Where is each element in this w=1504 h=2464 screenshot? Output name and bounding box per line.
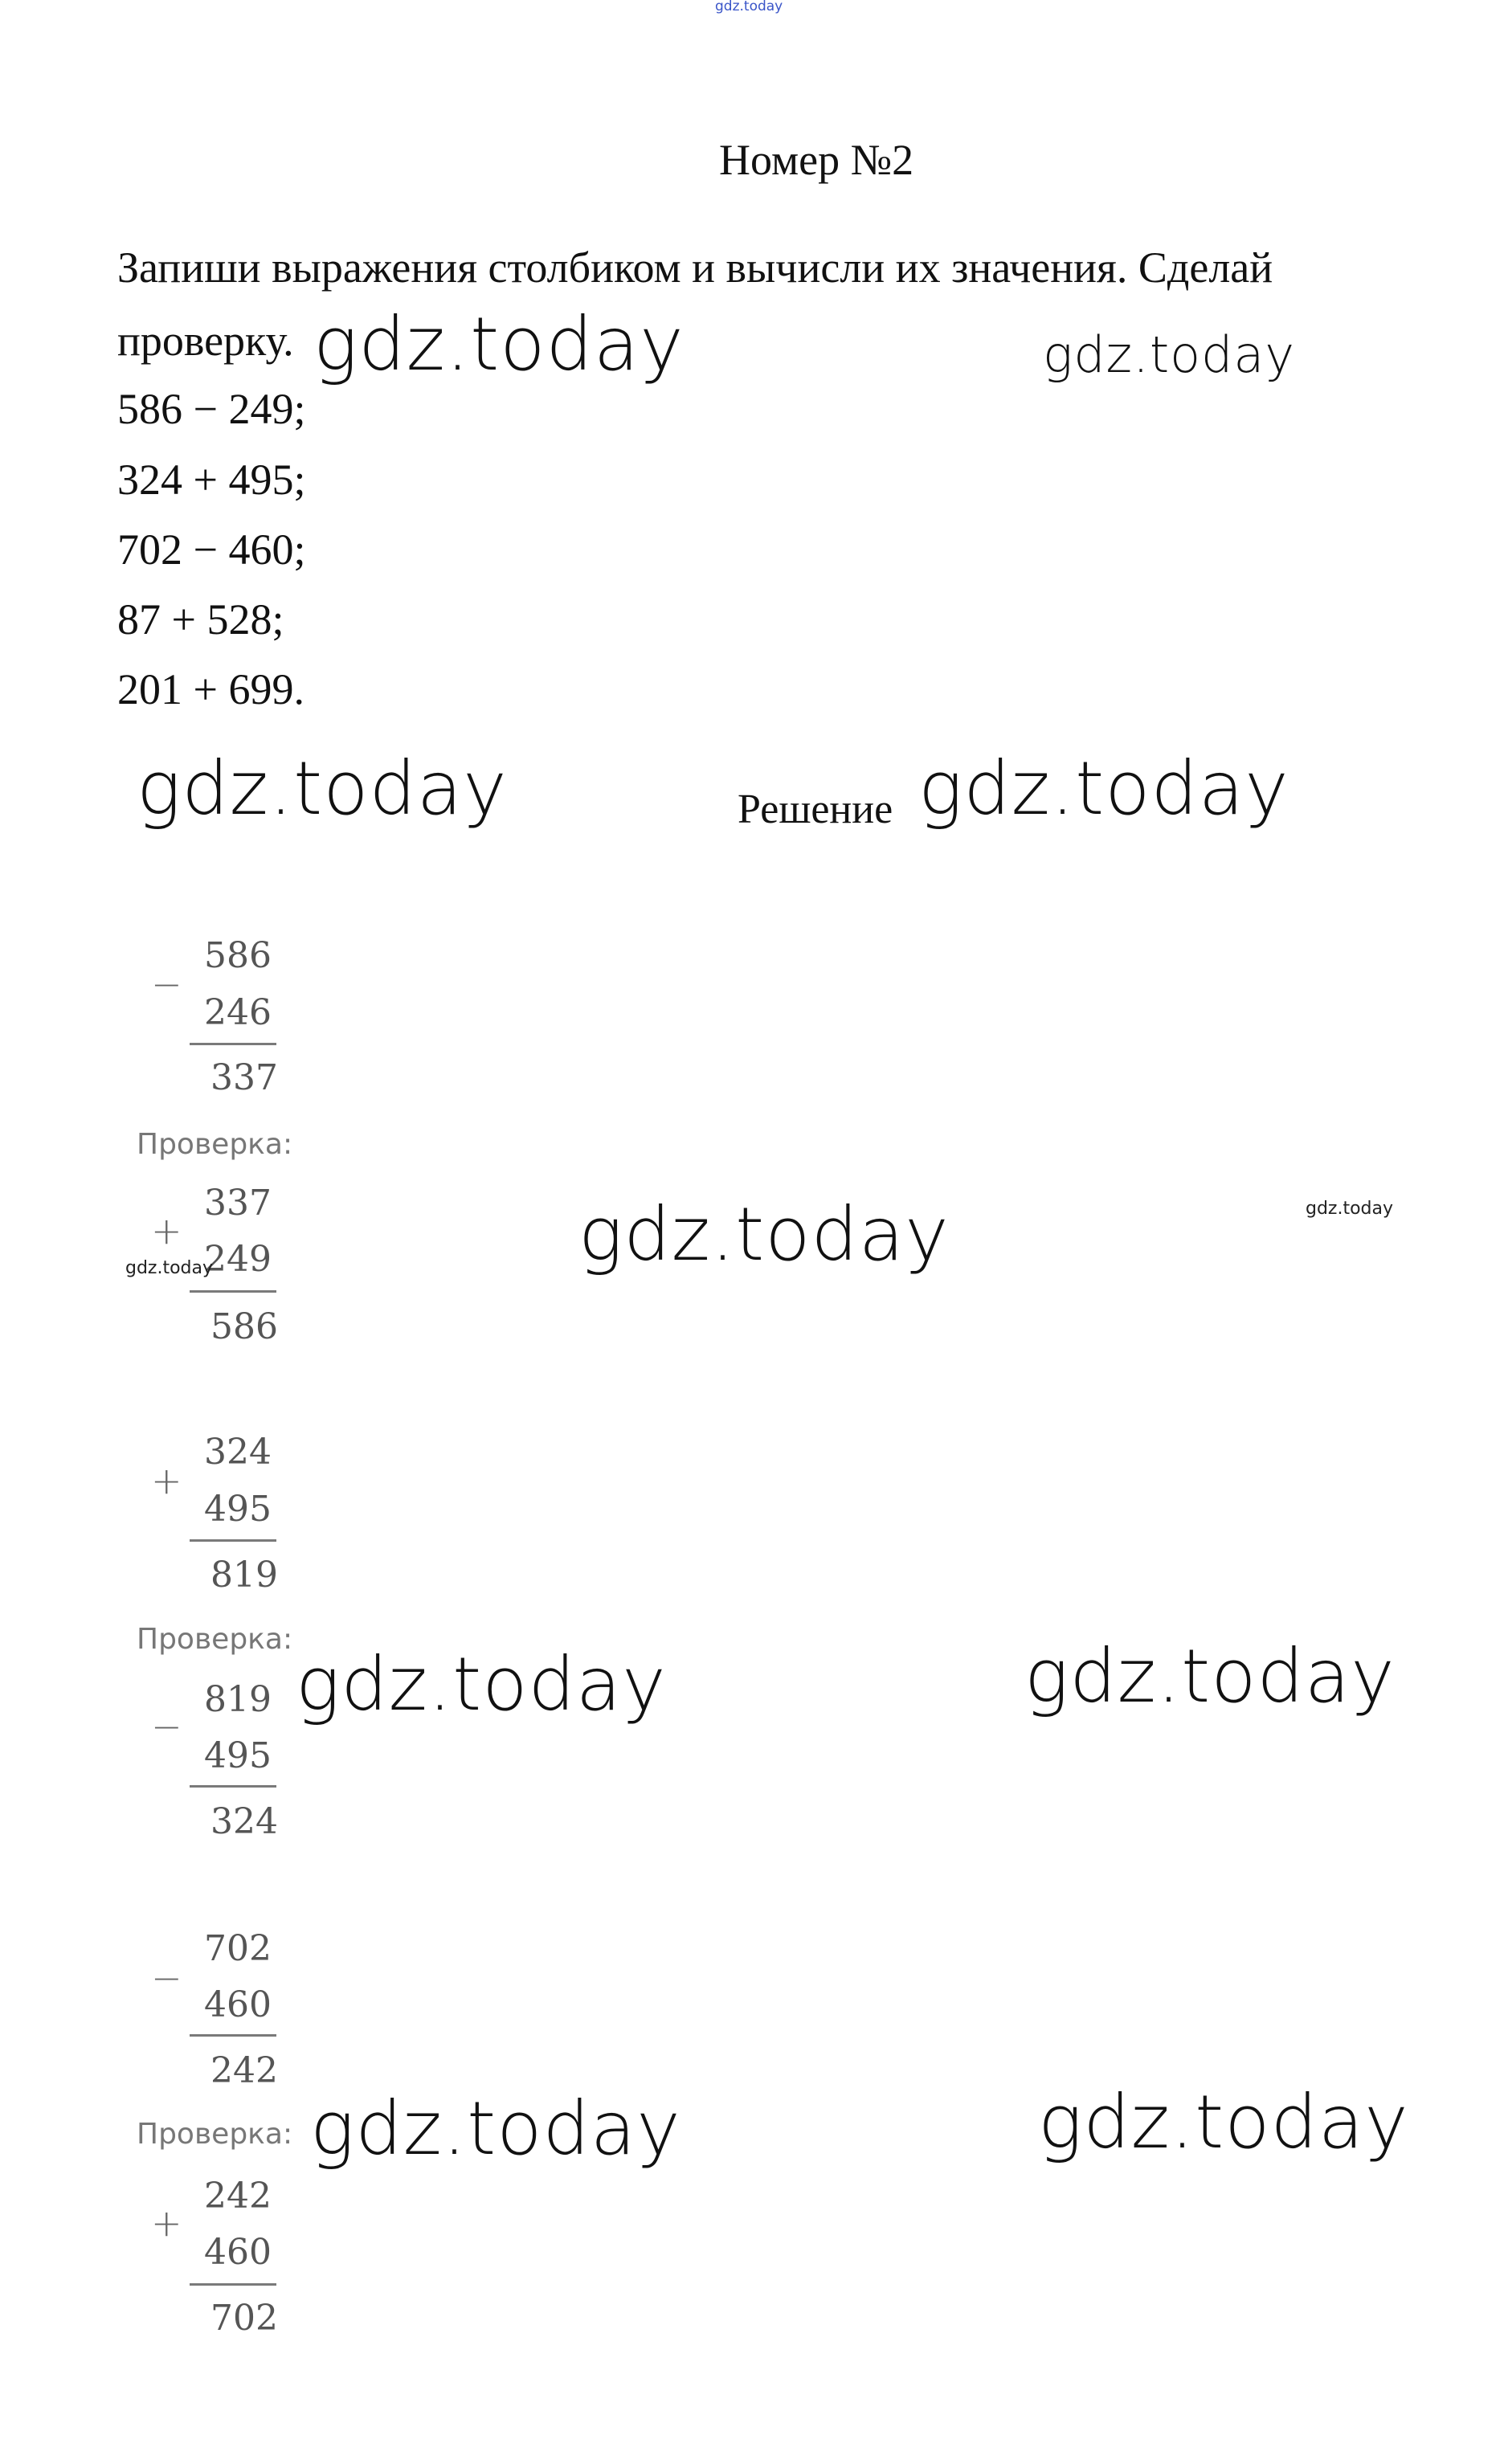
addend: 460 (204, 2232, 272, 2273)
result-line (190, 1785, 276, 1788)
watermark: gdz.today (125, 1258, 214, 1278)
result-line (190, 1539, 276, 1542)
watermark: gdz.today (918, 746, 1289, 832)
result: 242 (210, 2050, 278, 2091)
minus-sign: − (151, 1956, 182, 2000)
minus-sign: − (151, 962, 182, 1006)
minuend: 586 (204, 935, 272, 976)
expression-item: 324 + 495; (117, 456, 306, 504)
minuend: 702 (204, 1928, 272, 1969)
watermark: gdz.today (1043, 325, 1296, 384)
watermark: gdz.today (1306, 1199, 1394, 1219)
minus-sign: − (151, 1705, 182, 1748)
watermark: gdz.today (313, 301, 685, 387)
result-line (190, 1290, 276, 1293)
result: 324 (210, 1801, 278, 1842)
addend: 324 (204, 1432, 272, 1473)
check-label: Проверка: (137, 1128, 293, 1161)
result: 819 (210, 1555, 278, 1596)
addend: 242 (204, 2176, 272, 2217)
result: 337 (210, 1057, 278, 1098)
task-text-line2: проверку. (117, 317, 294, 365)
result: 586 (210, 1306, 278, 1347)
expression-item: 87 + 528; (117, 595, 284, 644)
subtrahend: 495 (204, 1735, 272, 1776)
expression-item: 586 − 249; (117, 385, 306, 433)
result-line (190, 1043, 276, 1045)
addend: 337 (204, 1183, 272, 1224)
expression-item: 201 + 699. (117, 665, 304, 713)
subtrahend: 460 (204, 1984, 272, 2025)
watermark: gdz.today (1024, 1633, 1396, 1719)
plus-sign: + (151, 2201, 182, 2245)
addend: 249 (204, 1239, 272, 1280)
addend: 495 (204, 1489, 272, 1530)
expression-item: 702 − 460; (117, 525, 306, 574)
check-label: Проверка: (137, 2118, 293, 2151)
subtrahend: 246 (204, 992, 272, 1033)
solution-label: Решение (738, 787, 893, 832)
plus-sign: + (151, 1209, 182, 1252)
result: 702 (210, 2298, 278, 2339)
page-title: Номер №2 (719, 136, 914, 184)
plus-sign: + (151, 1459, 182, 1502)
watermark: gdz.today (137, 746, 508, 832)
watermark: gdz.today (578, 1191, 950, 1277)
task-text-line1: Запиши выражения столбиком и вычисли их значения. Сделай (117, 243, 1273, 292)
check-label: Проверка: (137, 1623, 293, 1656)
minuend: 819 (204, 1679, 272, 1720)
result-line (190, 2283, 276, 2286)
result-line (190, 2034, 276, 2037)
watermark: gdz.today (310, 2086, 681, 2172)
watermark: gdz.today (296, 1641, 667, 1727)
watermark: gdz.today (1038, 2079, 1409, 2165)
top-watermark: gdz.today (715, 0, 783, 14)
